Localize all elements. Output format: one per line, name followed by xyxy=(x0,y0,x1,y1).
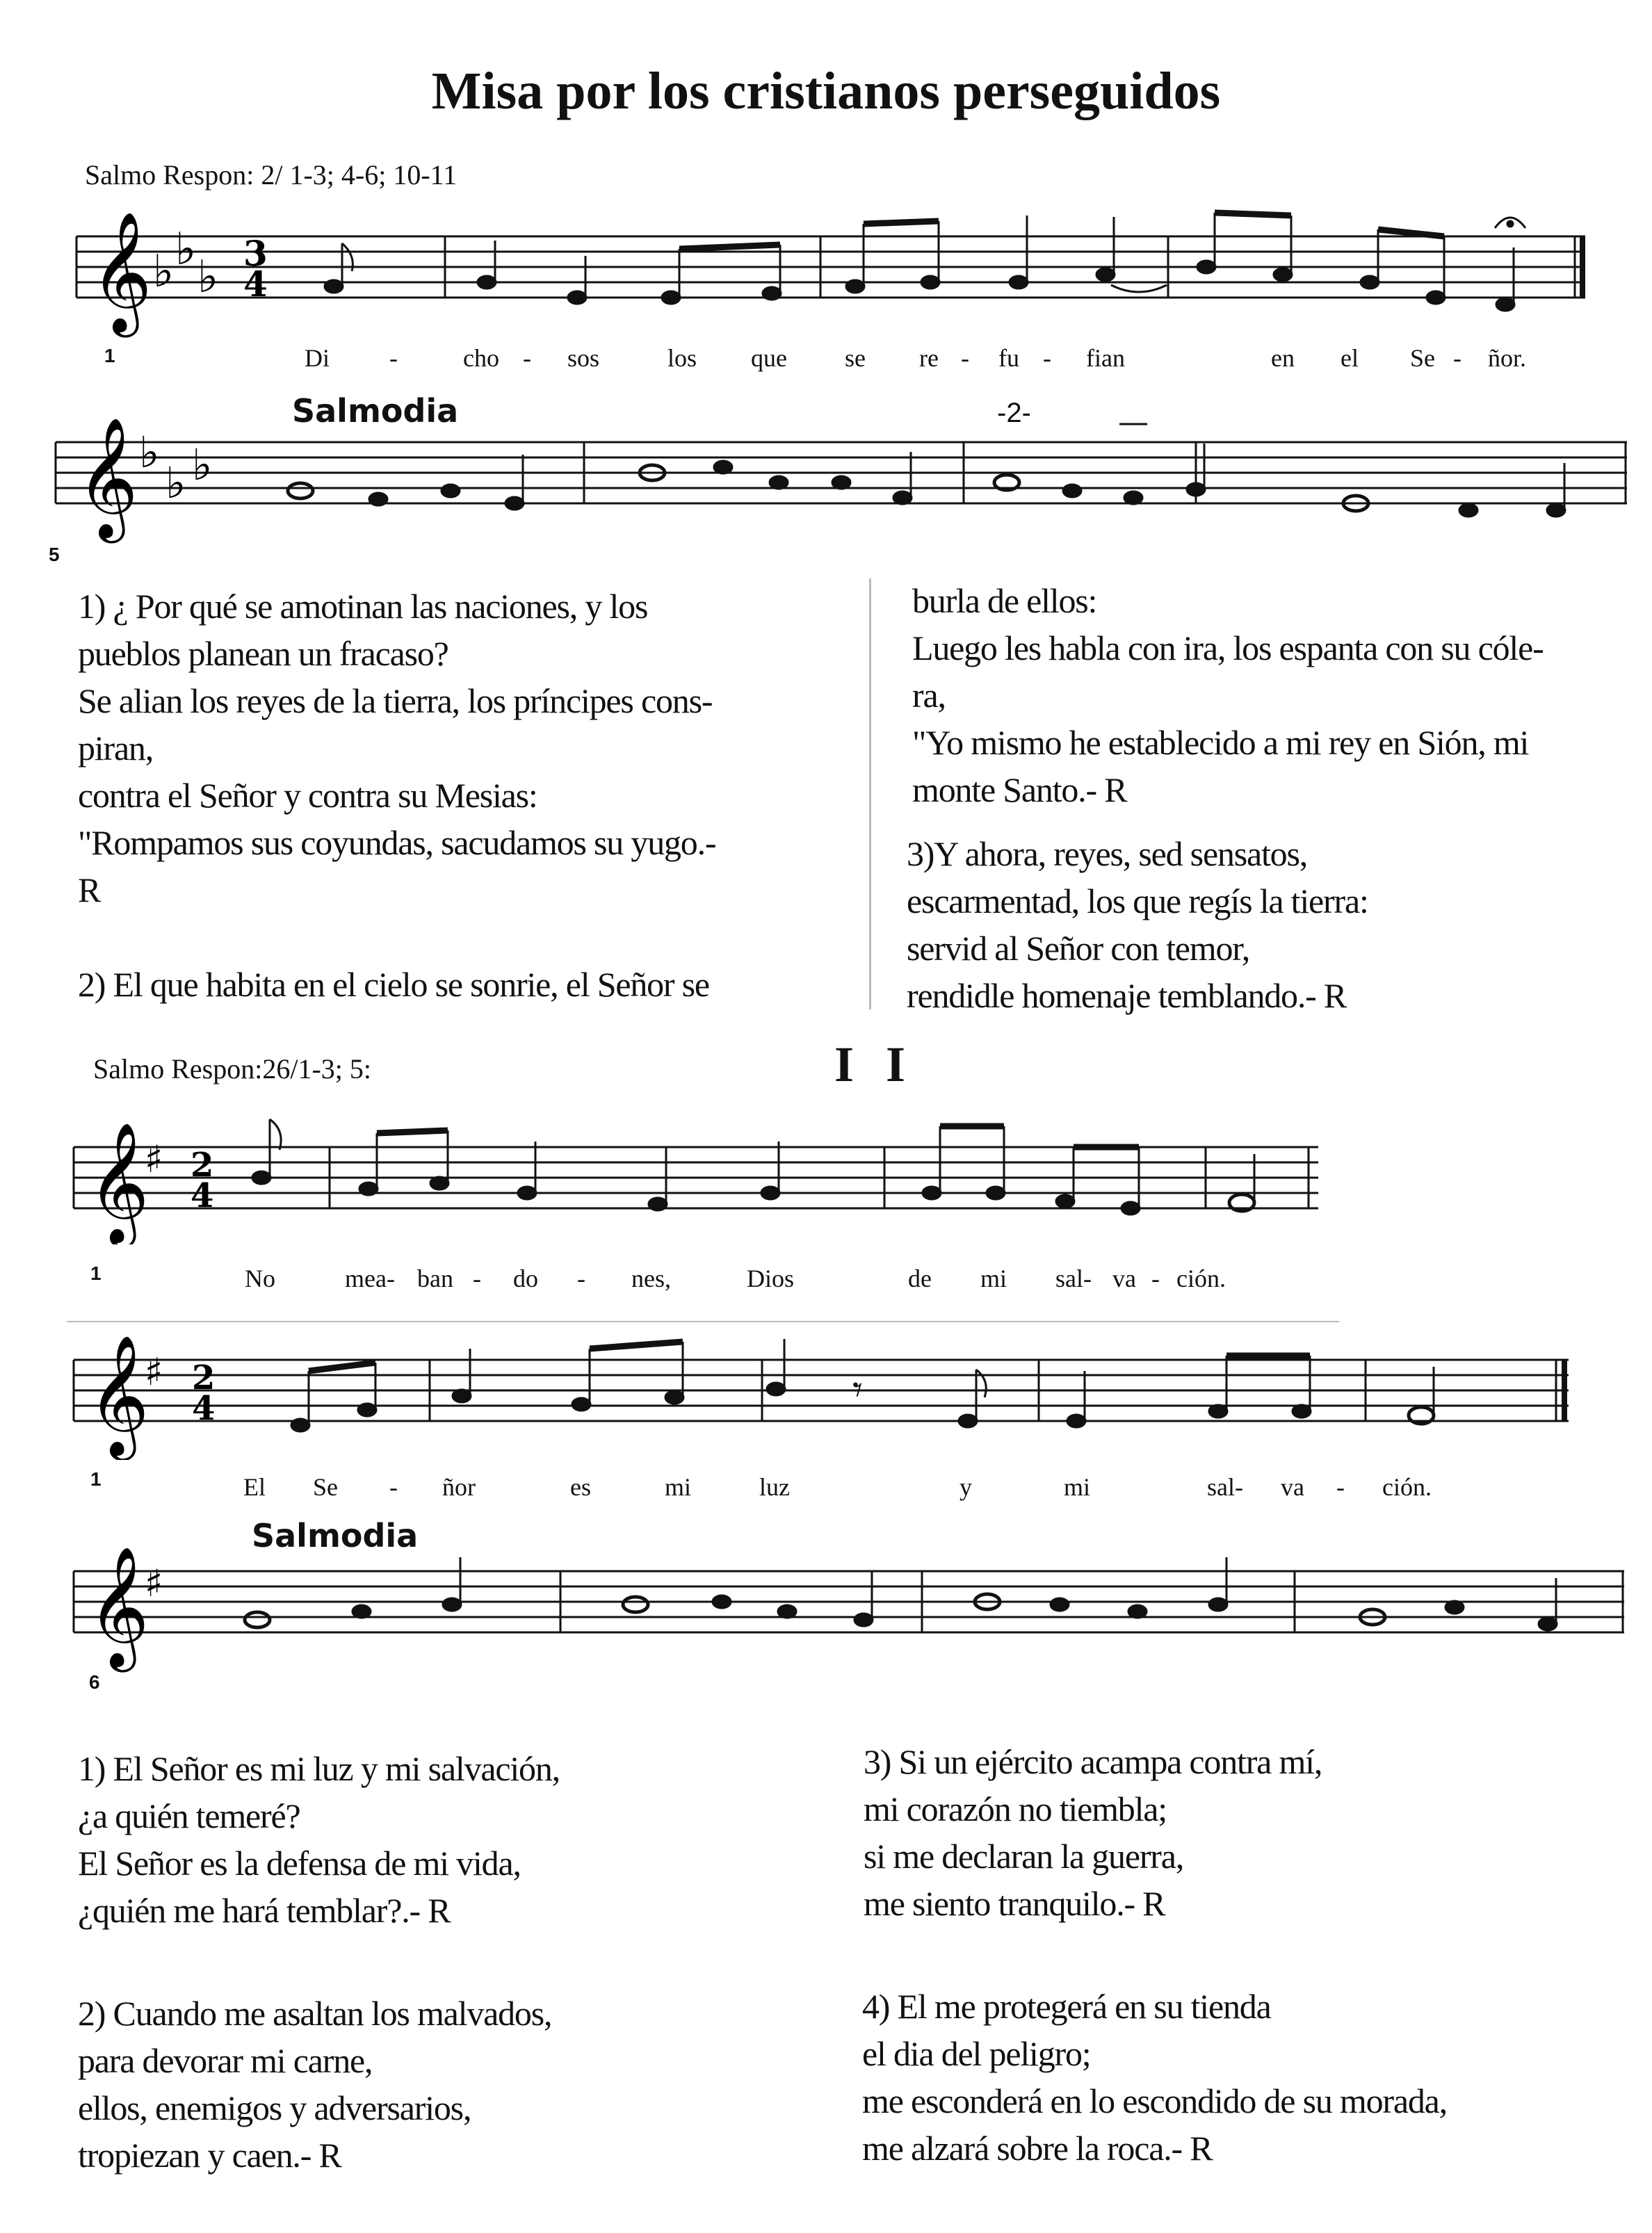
measure-number: 1 xyxy=(104,345,115,366)
lyric-syllable: Dios xyxy=(747,1265,795,1292)
staff-1 xyxy=(70,209,1599,348)
lyric-hyphen: - xyxy=(1151,1265,1160,1292)
staff-4 xyxy=(67,1321,1589,1460)
lyric-syllable: de xyxy=(908,1265,932,1292)
lyric-syllable: va xyxy=(1281,1473,1304,1501)
lyric-syllable: luz xyxy=(759,1473,790,1501)
verse-line: me esconderá en lo escondido de su morada, xyxy=(862,2081,1447,2120)
salmo-respon-label: Salmo Respon: 2/ 1-3; 4-6; 10-11 xyxy=(85,159,457,190)
salmo-respon-label: Salmo Respon:26/1-3; 5: xyxy=(93,1053,371,1085)
verse-line: escarmentad, los que regís la tierra: xyxy=(907,882,1368,920)
verse-line: burla de ellos: xyxy=(912,581,1097,620)
treble-clef-icon: 𝄞 xyxy=(90,211,152,332)
svg-text:4: 4 xyxy=(192,1389,216,1428)
treble-clef-icon: 𝄞 xyxy=(76,417,138,538)
lyric-hyphen: - xyxy=(577,1265,585,1292)
lyric-hyphen: - xyxy=(389,1473,398,1501)
svg-text:♭: ♭ xyxy=(165,457,186,508)
verse-line: Luego les habla con ira, los espanta con su cóle- xyxy=(912,628,1544,667)
lyric-syllable: re xyxy=(919,344,939,372)
verse-line: mi corazón no tiembla; xyxy=(864,1789,1167,1828)
lyric-syllable: do xyxy=(513,1265,538,1292)
svg-text:♭: ♭ xyxy=(139,427,160,478)
lyric-hyphen: - xyxy=(1453,344,1461,372)
verse-line: piran, xyxy=(78,729,154,768)
treble-clef-icon: 𝄞 xyxy=(88,1122,149,1243)
treble-clef-icon: 𝄞 xyxy=(88,1546,149,1667)
verse-block-left xyxy=(78,583,715,1008)
verse-line: tropiezan y caen.- R xyxy=(78,2136,341,2175)
verse-block-right-b xyxy=(907,830,1368,1019)
lyric-syllable: fian xyxy=(1086,344,1125,372)
repeat-marker: -2- xyxy=(997,398,1031,428)
verse-line: "Rompamos sus coyundas, sacudamos su yugo.- xyxy=(78,823,716,862)
svg-text:♭: ♭ xyxy=(153,246,175,298)
lyric-syllable: mi xyxy=(665,1473,692,1501)
lyric-syllable: ñor xyxy=(442,1473,476,1501)
verse-line: ra, xyxy=(912,676,946,715)
verse-line: si me declaran la guerra, xyxy=(864,1837,1184,1876)
svg-text:2: 2 xyxy=(192,1358,216,1397)
verse-line: 1) El Señor es mi luz y mi salvación, xyxy=(78,1749,560,1788)
lyric-syllable: nes, xyxy=(631,1265,671,1292)
lyric-syllable: ñor. xyxy=(1488,344,1527,372)
lyric-syllable: sos xyxy=(567,344,600,372)
staff-3 xyxy=(67,1105,1332,1244)
lyric-syllable: sal- xyxy=(1055,1265,1092,1292)
verse-block-right-a xyxy=(912,577,1544,813)
verse-line: el dia del peligro; xyxy=(862,2034,1091,2073)
verse-line: para devorar mi carne, xyxy=(78,2041,373,2080)
svg-text:♭: ♭ xyxy=(192,439,213,490)
verse-line: Se alian los reyes de la tierra, los príncipes cons- xyxy=(78,681,713,720)
verse-line: ¿quién me hará temblar?.- R xyxy=(78,1891,451,1930)
measure-number: 1 xyxy=(90,1468,102,1490)
verse-line: R xyxy=(78,870,101,909)
verse-block-right-b xyxy=(862,1983,1447,2172)
column-divider xyxy=(869,578,871,1009)
svg-text:4: 4 xyxy=(243,263,268,304)
salmodia-label: Salmodia xyxy=(252,1517,419,1554)
lyric-syllable: ción. xyxy=(1176,1265,1226,1292)
verse-line: 2) El que habita en el cielo se sonrie, el Señor se xyxy=(78,965,709,1004)
treble-clef-icon: 𝄞 xyxy=(88,1335,149,1456)
verse-line: contra el Señor y contra su Mesias: xyxy=(78,776,537,815)
svg-text:♭: ♭ xyxy=(197,252,219,303)
lyric-syllable: en xyxy=(1271,344,1295,372)
page-title: Misa por los cristianos perseguidos xyxy=(431,62,1221,120)
lyric-syllable: ción. xyxy=(1382,1473,1432,1501)
verse-line: ¿a quién temeré? xyxy=(78,1796,300,1835)
verse-line: 3) Si un ejército acampa contra mí, xyxy=(864,1742,1322,1781)
measure-number: 5 xyxy=(49,544,60,565)
svg-text:♭: ♭ xyxy=(175,224,197,275)
svg-text:♯: ♯ xyxy=(145,1561,163,1605)
verse-line: rendidle homenaje temblando.- R xyxy=(907,976,1347,1015)
lyric-syllable: mi xyxy=(980,1265,1007,1292)
svg-text:♯: ♯ xyxy=(145,1137,163,1181)
svg-text:2: 2 xyxy=(191,1146,214,1185)
lyric-hyphen: - xyxy=(1336,1473,1345,1501)
salmodia-label: Salmodia xyxy=(292,392,459,430)
verse-line: me siento tranquilo.- R xyxy=(864,1884,1165,1923)
staff-2 xyxy=(49,417,1634,556)
verse-line: 4) El me protegerá en su tienda xyxy=(862,1987,1271,2026)
verse-line xyxy=(78,914,715,961)
verse-line: 3)Y ahora, reyes, sed sensatos, xyxy=(907,834,1308,873)
verse-line: El Señor es la defensa de mi vida, xyxy=(78,1844,521,1883)
lyric-syllable: fu xyxy=(998,344,1019,372)
lyric-syllable: es xyxy=(570,1473,591,1501)
lyric-syllable: mi xyxy=(1064,1473,1091,1501)
lyric-syllable: Di xyxy=(305,344,330,372)
verse-line: 2) Cuando me asaltan los malvados, xyxy=(78,1994,552,2033)
lyric-hyphen: - xyxy=(389,344,398,372)
lyric-hyphen: - xyxy=(1043,344,1051,372)
lyric-syllable: cho xyxy=(463,344,499,372)
lyric-hyphen: - xyxy=(473,1265,481,1292)
svg-text:♯: ♯ xyxy=(145,1350,163,1394)
lyric-syllable: ban xyxy=(417,1265,453,1292)
verse-line: monte Santo.- R xyxy=(912,770,1127,809)
lyric-syllable: se xyxy=(845,344,866,372)
staff-5 xyxy=(67,1543,1638,1682)
verse-line: me alzará sobre la roca.- R xyxy=(862,2129,1213,2168)
lyric-syllable: va xyxy=(1112,1265,1136,1292)
lyric-syllable: Se xyxy=(1410,344,1435,372)
verse-block-right-a xyxy=(864,1738,1322,1927)
verse-block-left-a xyxy=(78,1745,560,1934)
verse-line: ellos, enemigos y adversarios, xyxy=(78,2088,471,2127)
lyric-syllable: sal- xyxy=(1207,1473,1243,1501)
lyric-syllable: y xyxy=(959,1473,972,1501)
lyric-syllable: Se xyxy=(313,1473,338,1501)
measure-number: 6 xyxy=(89,1671,100,1693)
lyric-syllable: los xyxy=(667,344,697,372)
svg-text:4: 4 xyxy=(191,1176,214,1215)
verse-line: "Yo mismo he establecido a mi rey en Sión, mi xyxy=(912,723,1529,762)
lyric-syllable: el xyxy=(1341,344,1359,372)
svg-text:3: 3 xyxy=(243,233,268,274)
verse-block-left-b xyxy=(78,1990,551,2179)
lyric-hyphen: - xyxy=(523,344,531,372)
verse-line: pueblos planean un fracaso? xyxy=(78,634,448,673)
lyric-syllable: No xyxy=(245,1265,275,1292)
verse-line: servid al Señor con temor, xyxy=(907,929,1250,968)
verse-line: 1) ¿ Por qué se amotinan las naciones, y los xyxy=(78,587,648,626)
svg-text:𝄾: 𝄾 xyxy=(852,1367,863,1413)
lyric-hyphen: - xyxy=(961,344,969,372)
lyric-syllable: que xyxy=(751,344,787,372)
lyric-syllable: mea- xyxy=(345,1265,395,1292)
section-number: I I xyxy=(834,1037,916,1092)
lyric-syllable: El xyxy=(243,1473,266,1501)
measure-number: 1 xyxy=(90,1262,102,1284)
